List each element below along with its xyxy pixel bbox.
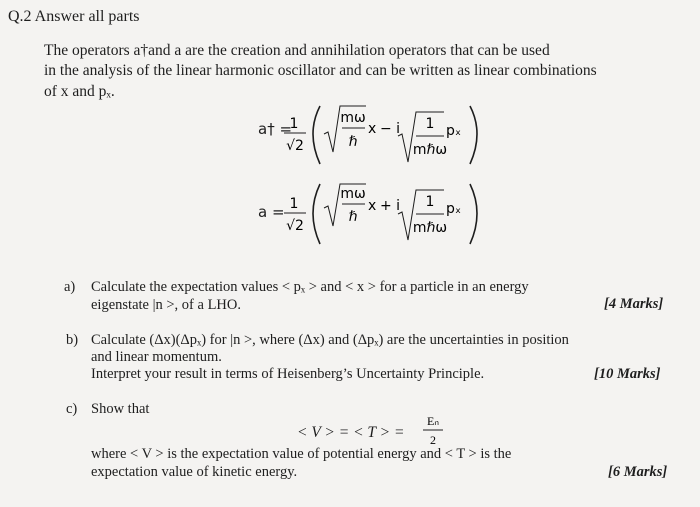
energy-numerator: Eₙ: [426, 414, 440, 428]
part-b-line-3: Interpret your result in terms of Heisenberg’s Uncertainty Principle.: [91, 366, 485, 382]
left-paren: [313, 184, 320, 244]
term1-numerator: mω: [340, 110, 366, 126]
part-c-line-3: expectation value of kinetic energy.: [91, 464, 298, 480]
part-b-line-2: and linear momentum.: [91, 349, 222, 365]
part-c-label: c): [66, 401, 78, 417]
part-c-marks: [6 Marks]: [608, 464, 668, 480]
part-c-line-2: where < V > is the expectation value of potential energy and < T > is the: [91, 446, 512, 462]
term1-denominator: ℏ: [348, 134, 358, 150]
equation-a: [250, 178, 510, 248]
operator: + i: [380, 198, 401, 214]
term2-denominator: mℏω: [412, 220, 448, 236]
part-b-marks: [10 Marks]: [594, 366, 661, 382]
part-a-label: a): [64, 279, 76, 295]
term2-numerator: 1: [425, 194, 435, 210]
term2-variable: pₓ: [446, 123, 462, 139]
part-b-line-1: Calculate (Δx)(Δpₓ) for |n >, where (Δx) and (Δpₓ) are the uncertainties in position: [91, 332, 569, 348]
term1-variable: x: [368, 198, 377, 214]
left-paren: [313, 106, 320, 164]
right-paren: [470, 184, 477, 244]
term1-numerator: mω: [340, 186, 366, 202]
prefactor-numerator: 1: [289, 116, 299, 132]
term2-denominator: mℏω: [412, 142, 448, 158]
term2-numerator: 1: [425, 116, 435, 132]
term2-variable: pₓ: [446, 201, 462, 217]
energy-denominator: 2: [430, 433, 436, 447]
part-b-label: b): [66, 332, 79, 348]
term1-variable: x: [368, 121, 377, 137]
equation-a-dagger-rhs: [250, 100, 510, 170]
equation-a-dagger: [250, 100, 510, 170]
equation-lhs: a =: [258, 203, 285, 221]
part-a-marks: [4 Marks]: [604, 296, 664, 312]
equation-lhs: a† =: [258, 120, 293, 138]
intro-line-3: of x and pₓ.: [44, 83, 115, 100]
prefactor-numerator: 1: [289, 196, 299, 212]
prefactor-denominator: √2: [286, 138, 304, 154]
part-c-equation-lhs: < V > = < T > =: [297, 424, 405, 441]
part-c-line-1: Show that: [91, 401, 150, 417]
term1-denominator: ℏ: [348, 209, 358, 225]
equation-a-rhs: [250, 178, 510, 248]
operator: − i: [380, 121, 401, 137]
part-a-line-2: eigenstate |n >, of a LHO.: [91, 297, 241, 313]
intro-line-2: in the analysis of the linear harmonic oscillator and can be written as linear combinations: [44, 62, 597, 79]
part-a-line-1: Calculate the expectation values < pₓ > and < x > for a particle in an energy: [91, 279, 529, 295]
intro-line-1: The operators a†and a are the creation and annihilation operators that can be used: [44, 42, 550, 59]
question-title: Q.2 Answer all parts: [8, 8, 140, 25]
right-paren: [470, 106, 477, 164]
prefactor-denominator: √2: [286, 218, 304, 234]
